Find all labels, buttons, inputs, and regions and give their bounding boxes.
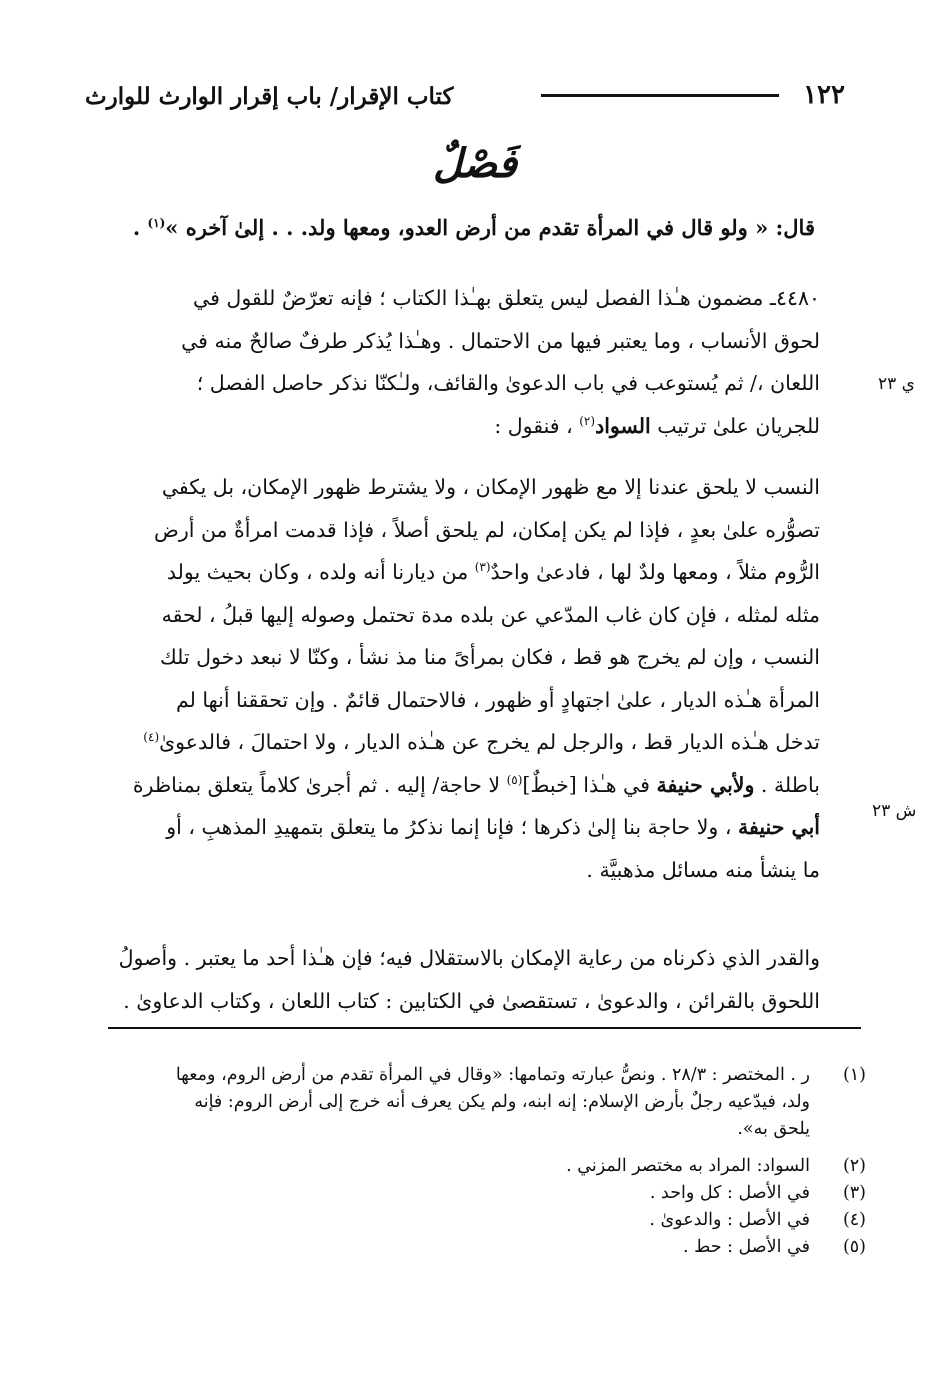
paragraph-nasab bbox=[100, 466, 820, 891]
footnote-item bbox=[100, 1234, 870, 1261]
text-line: اللحوق بالقرائن ، والدعوىٰ ، تستقصىٰ في الكتابين : كتاب اللعان ، وكتاب الدعاوىٰ . bbox=[123, 988, 820, 1013]
section-quote bbox=[105, 208, 815, 248]
footnote-number: (٤) bbox=[842, 1210, 866, 1230]
page-number: ١٢٢ bbox=[803, 80, 845, 110]
fasl-ornament: فَصْلٌ bbox=[432, 140, 518, 187]
quote-text: قال: « ولو قال في المرأة تقدم من أرض العدو، ومعها ولد. . . إلىٰ آخره » bbox=[165, 215, 815, 240]
text-segment: للجريان علىٰ ترتيب bbox=[650, 413, 820, 438]
text-segment: باطلة . bbox=[754, 772, 820, 797]
margin-note: ي ٢٣ bbox=[878, 374, 915, 394]
text-line: اللعان ،/ ثم يُستوعب في باب الدعوىٰ والقائف، ولـٰكنّا نذكر حاصل الفصل ؛ bbox=[196, 371, 820, 395]
text-line bbox=[100, 721, 820, 764]
footnote-line: السواد: المراد به مختصر المزني . bbox=[566, 1156, 810, 1176]
footnote-line: ر . المختصر : ٢٨/٣ . ونصُّ عبارته وتمامها: «وقال في المرأة تقدم من أرض الروم، ومعها bbox=[175, 1065, 810, 1085]
footnote-item bbox=[100, 1153, 870, 1180]
page-header bbox=[85, 78, 845, 114]
bold-term: ولأبي حنيفة bbox=[656, 772, 755, 797]
footnote-line: يلحق به». bbox=[737, 1119, 810, 1139]
footnote-line: في الأصل : كل واحد . bbox=[649, 1183, 810, 1203]
footnotes bbox=[100, 1062, 870, 1261]
footnote-line: في الأصل : حط . bbox=[682, 1237, 810, 1257]
bold-term: أبي حنيفة bbox=[737, 815, 820, 839]
text-line: تصوُّره علىٰ بعدٍ ، فإذا لم يكن إمكان، لم يلحق أصلاً ، فإذا قدمت امرأةٌ من أرض bbox=[154, 517, 820, 542]
text-line bbox=[100, 405, 820, 448]
text-line: مثله لمثله ، فإن كان غاب المدّعي عن بلده مدة تحتمل وصوله إليها قبلُ ، لحقه bbox=[161, 602, 820, 627]
text-line bbox=[100, 551, 820, 594]
footnote-ref[interactable]: (٢) bbox=[579, 413, 596, 428]
footnote-ref[interactable]: (٤) bbox=[143, 730, 160, 745]
text-line bbox=[100, 764, 820, 807]
footnote-ref[interactable]: (١) bbox=[147, 216, 166, 230]
text-line: النسب ، وإن لم يخرج هو قط ، فكان بمرأىً منا مذ نشأ ، وكنّا لا نبعد دخول تلك bbox=[159, 645, 820, 669]
margin-note: ش ٢٣ bbox=[872, 801, 917, 821]
paragraph-qadr bbox=[100, 937, 820, 1022]
text-segment: من ديارنا أنه ولده ، وكان بحيث يولد bbox=[166, 560, 475, 584]
running-title: كتاب الإقرار/ باب إقرار الوارث للوارث bbox=[85, 83, 454, 110]
footnote-line: ولد، فيدّعيه رجلٌ بأرض الإسلام: إنه ابنه، ولم يكن يعرف أنه خرج إلى أرض الروم: فإنه bbox=[194, 1092, 810, 1112]
text-segment: تدخل هـٰذه الديار قط ، والرجل لم يخرج عن هـٰذه الديار ، ولا احتمالَ ، فالدعوىٰ bbox=[159, 730, 820, 754]
footnote-line: في الأصل : والدعوىٰ . bbox=[649, 1210, 810, 1230]
footnote-number: (٥) bbox=[842, 1237, 866, 1257]
text-line: ٤٤٨٠ـ مضمون هـٰذا الفصل ليس يتعلق بهـٰذا الكتاب ؛ فإنه تعرّضٌ للقول في bbox=[193, 286, 820, 310]
text-segment: ، فنقول : bbox=[494, 413, 580, 438]
text-line: لحوق الأنساب ، وما يعتبر فيها من الاحتمال . وهـٰذا يُذكر طرفٌ صالحٌ منه في bbox=[181, 328, 820, 353]
text-segment: ، ولا حاجة بنا إلىٰ ذكرها ؛ فإنا إنما نذكرُ ما يتعلق بتمهيدِ المذهبِ ، أو bbox=[166, 815, 738, 839]
text-segment: في هـٰذا [خبطٌ] bbox=[522, 772, 657, 797]
text-line bbox=[100, 806, 820, 849]
footnote-item bbox=[100, 1180, 870, 1207]
footnote-separator bbox=[108, 1027, 861, 1029]
bold-term: السواد bbox=[595, 413, 651, 438]
paragraph-4480 bbox=[100, 277, 820, 447]
footnote-ref[interactable]: (٥) bbox=[506, 772, 523, 787]
text-segment: الرُّوم مثلاً ، ومعها ولدٌ لها ، فادعىٰ واحدٌ bbox=[490, 560, 820, 584]
footnote-number: (١) bbox=[842, 1065, 866, 1085]
text-line: المرأة هـٰذه الديار ، علىٰ اجتهادٍ أو ظهور ، فالاحتمال قائمٌ . وإن تحققنا أنها لم bbox=[176, 687, 820, 712]
footnote-item bbox=[100, 1062, 870, 1143]
header-rule bbox=[541, 94, 779, 97]
footnote-ref[interactable]: (٣) bbox=[474, 560, 491, 575]
footnote-number: (٢) bbox=[842, 1156, 866, 1176]
text-line: النسب لا يلحق عندنا إلا مع ظهور الإمكان ، ولا يشترط ظهور الإمكان، بل يكفي bbox=[161, 475, 820, 499]
quote-end: . bbox=[132, 215, 148, 240]
text-segment: لا حاجة/ إليه . ثم أجرىٰ كلاماً يتعلق بمناظرة bbox=[132, 772, 507, 797]
text-line: ما ينشأ منه مسائل مذهبيَّة . bbox=[586, 857, 820, 882]
footnote-item bbox=[100, 1207, 870, 1234]
text-line: والقدر الذي ذكرناه من رعاية الإمكان بالاستقلال فيه؛ فإن هـٰذا أحد ما يعتبر . وأصولُ bbox=[118, 946, 820, 970]
footnote-number: (٣) bbox=[842, 1183, 866, 1203]
